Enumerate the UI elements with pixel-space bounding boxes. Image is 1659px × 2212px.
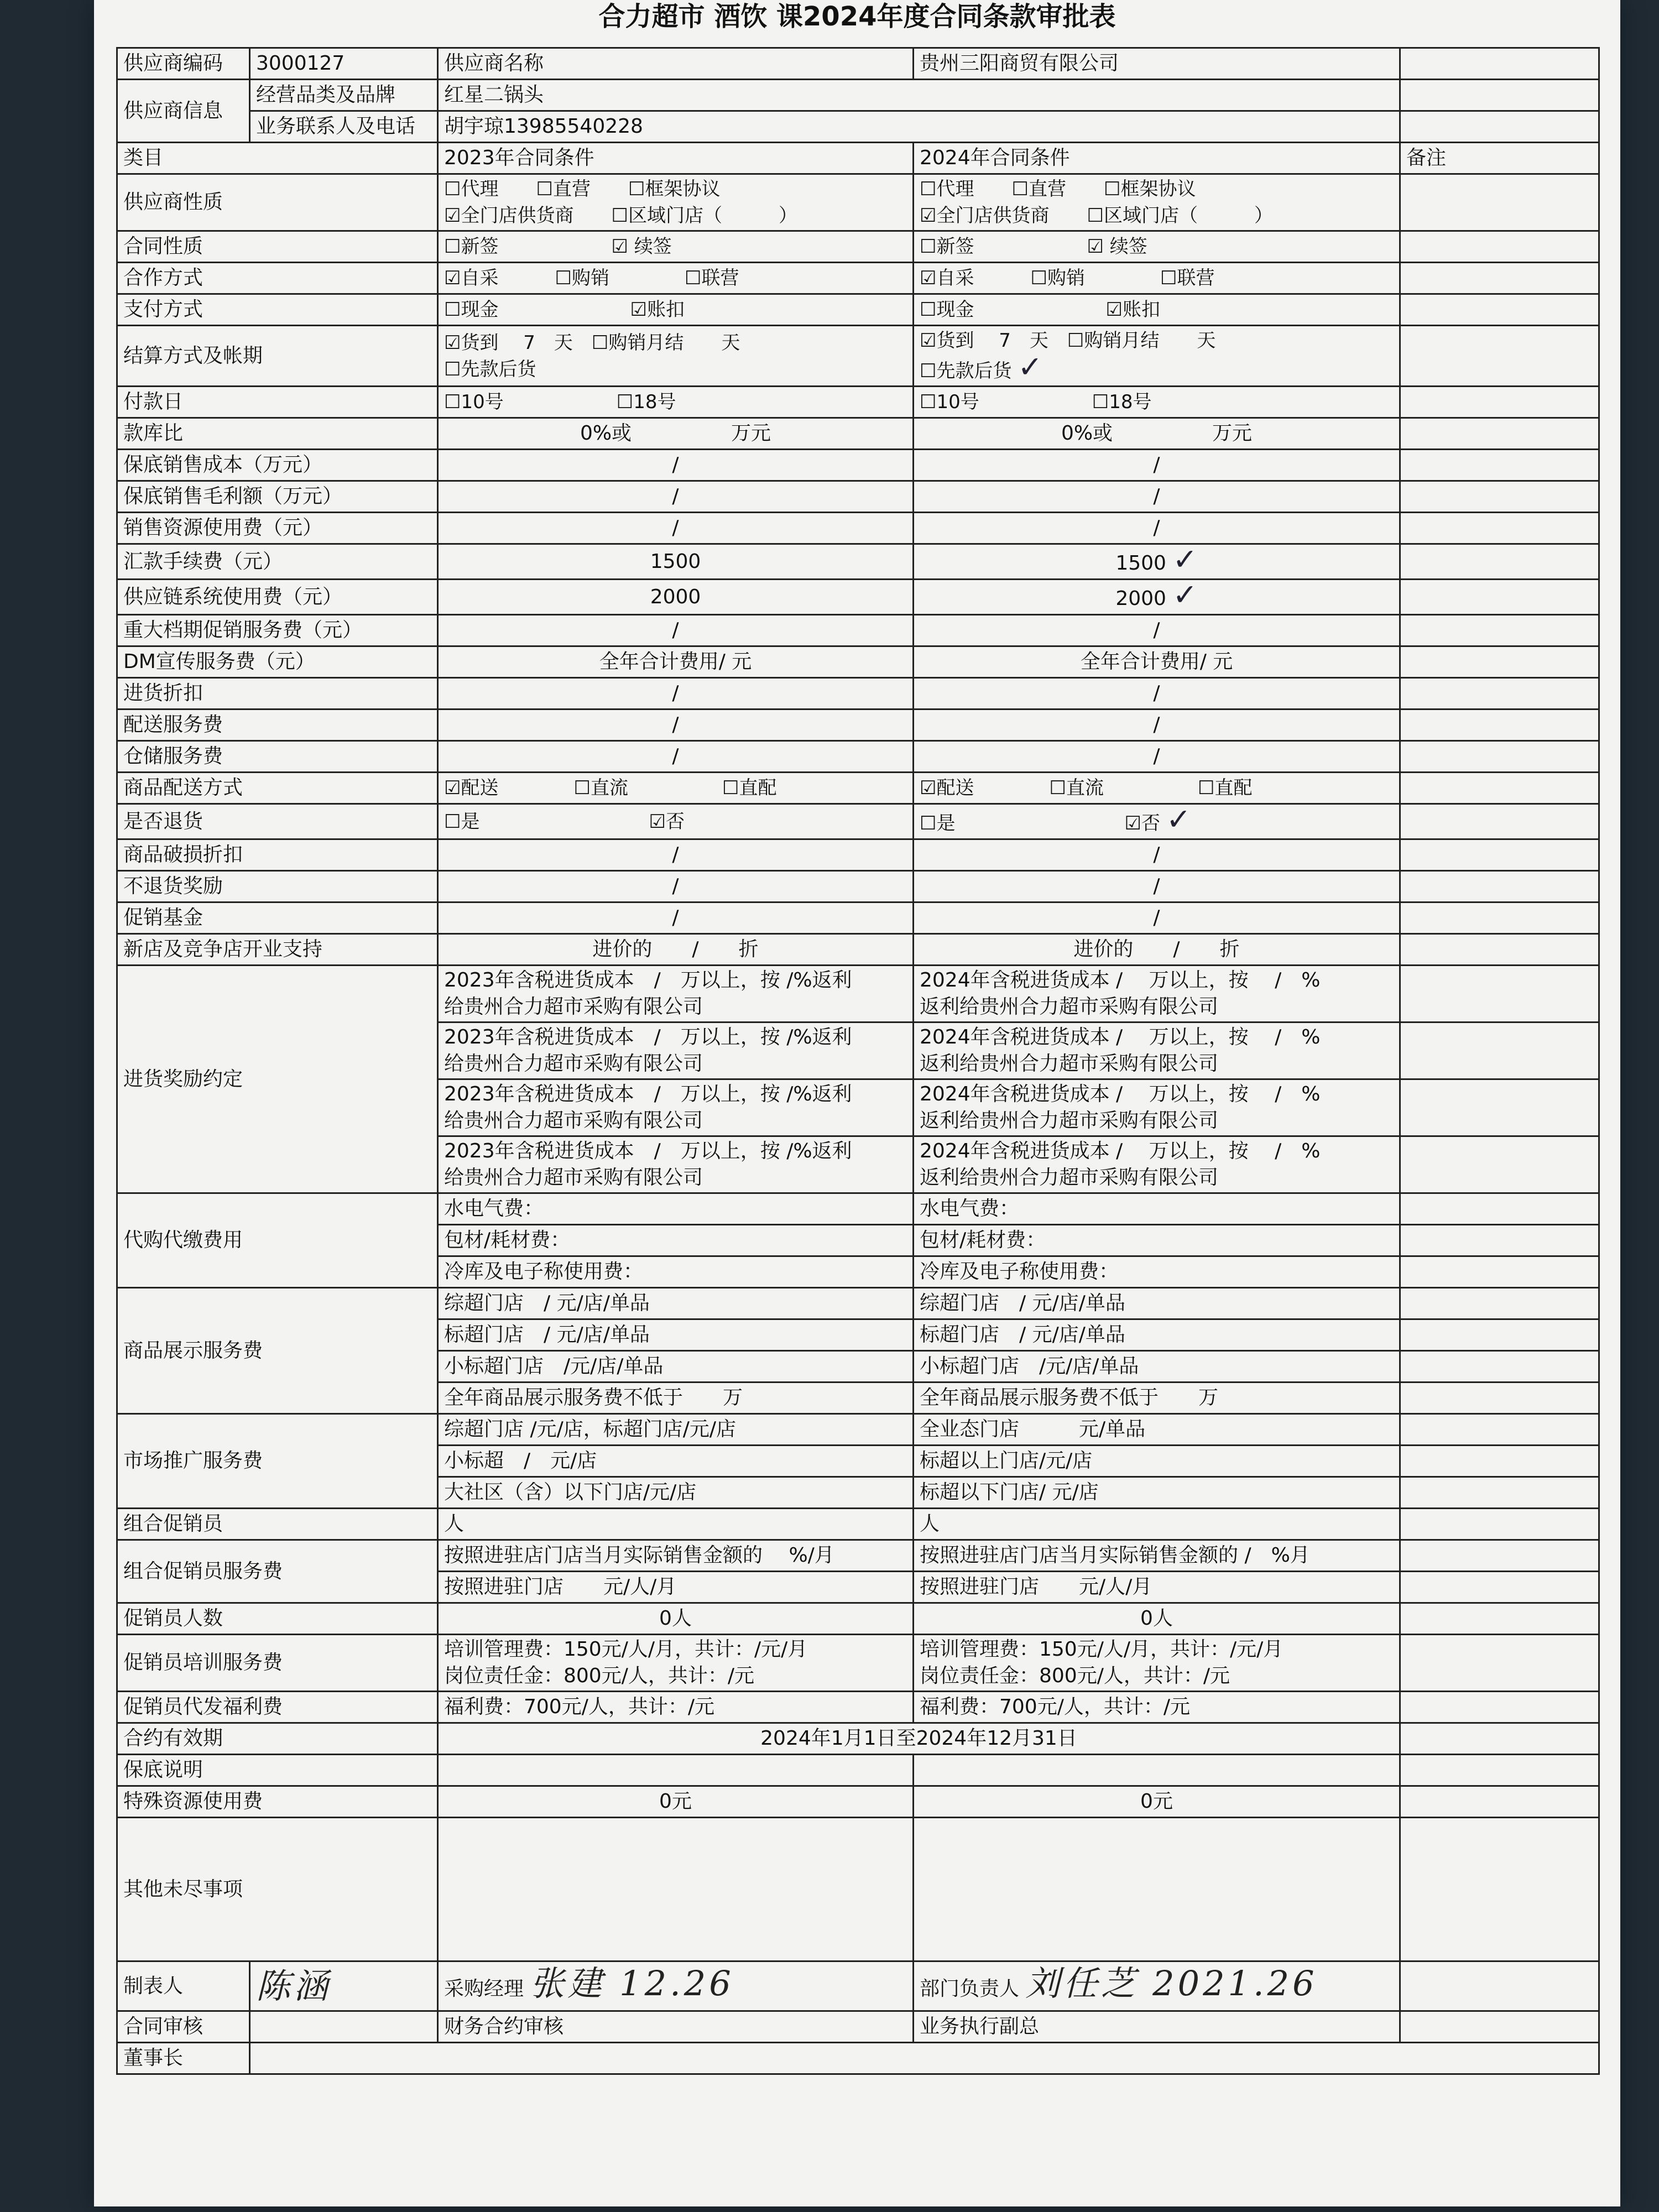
group-fee-2023: 按照进驻店门店当月实际销售金额的 %/月 — [438, 1540, 914, 1572]
dept-cell — [914, 1961, 1400, 2011]
row-contract-nature — [117, 231, 1599, 263]
supplier-code-label: 供应商编码 — [117, 48, 250, 80]
row-label: 特殊资源使用费 — [117, 1786, 438, 1818]
market-2023: 大社区（含）以下门店/元/店 — [438, 1477, 914, 1509]
row-label: 市场推广服务费 — [117, 1414, 438, 1509]
row-new-store-support — [117, 934, 1599, 966]
return-2024 — [914, 804, 1400, 839]
row-reward-1 — [117, 966, 1599, 1022]
reward-text: 给贵州合力超市采购有限公司 — [444, 995, 703, 1018]
supplier-name-label: 供应商名称 — [438, 48, 914, 80]
reward-text: 2024年含税进货成本 / 万以上，按 / % — [920, 969, 1321, 992]
form-title: 合力超市 酒饮 课2024年度合同条款审批表 — [598, 1, 1116, 32]
market-2024: 全业态门店 元/单品 — [914, 1414, 1400, 1446]
value-2023: / — [438, 709, 914, 741]
validity-value: 2024年1月1日至2024年12月31日 — [438, 1723, 1400, 1755]
row-label: 组合促销员 — [117, 1509, 438, 1540]
market-2023: 综超门店 /元/店，标超门店/元/店 — [438, 1414, 914, 1446]
group-2023: 人 — [438, 1509, 914, 1540]
vp-label: 业务执行副总 — [914, 2011, 1400, 2043]
remark-cell — [1400, 326, 1599, 387]
agent-2023: 水电气费： — [438, 1193, 914, 1225]
row-special-resource — [117, 1786, 1599, 1818]
row-label: 支付方式 — [117, 294, 438, 326]
maker-label: 制表人 — [117, 1961, 250, 2011]
reward-2023 — [438, 1136, 914, 1193]
remark-cell — [1400, 1509, 1599, 1540]
dept-signature: 刘任芝 2021.26 — [1025, 1963, 1318, 2004]
blank-cell — [1400, 2011, 1599, 2043]
row-payment-mode — [117, 294, 1599, 326]
remark-cell — [1400, 839, 1599, 871]
handwritten-check-mark: ✓ — [1172, 544, 1198, 577]
market-2024: 标超以下门店/ 元/店 — [914, 1477, 1400, 1509]
row-label: 商品破损折扣 — [117, 839, 438, 871]
row-dm-fee — [117, 646, 1599, 678]
reward-text: 返利给贵州合力超市采购有限公司 — [920, 995, 1219, 1018]
review-label: 合同审核 — [117, 2011, 250, 2043]
value-2024: / — [914, 741, 1400, 773]
row-supplier-code — [117, 48, 1599, 80]
row-label: 仓储服务费 — [117, 741, 438, 773]
row-min-gross-margin — [117, 481, 1599, 513]
remark-cell — [1400, 544, 1599, 580]
row-label: 促销员培训服务费 — [117, 1635, 438, 1692]
row-min-sales-cost — [117, 450, 1599, 481]
agent-2024: 水电气费： — [914, 1193, 1400, 1225]
remark-cell — [1400, 418, 1599, 450]
settle-line1: ☑货到 7 天 ☐购销月结 天 — [920, 330, 1216, 352]
row-supply-chain-fee — [117, 580, 1599, 615]
chair-blank — [250, 2043, 1599, 2074]
row-sign-3 — [117, 2043, 1599, 2074]
row-no-return-reward — [117, 871, 1599, 902]
settle-2024 — [914, 326, 1400, 387]
remark-cell — [1400, 1319, 1599, 1351]
row-label: 供应链系统使用费（元） — [117, 580, 438, 615]
reward-text: 2023年含税进货成本 / 万以上，按 /%返利 — [444, 969, 852, 992]
train-text: 岗位责任金：800元/人，共计：/元 — [444, 1665, 754, 1687]
remark-cell — [1400, 1540, 1599, 1572]
row-contact — [117, 111, 1599, 143]
payday-2024: ☐10号 ☐18号 — [914, 387, 1400, 418]
reward-text: 2023年含税进货成本 / 万以上，按 /%返利 — [444, 1140, 852, 1162]
reward-text: 2024年含税进货成本 / 万以上，按 / % — [920, 1140, 1321, 1162]
remark-cell — [1400, 481, 1599, 513]
display-2023: 综超门店 / 元/店/单品 — [438, 1288, 914, 1319]
maker-signature: 陈涵 — [250, 1961, 438, 2011]
buyer-cell — [438, 1961, 914, 2011]
settle-line2: ☐先款后货 — [444, 358, 536, 380]
row-label: 保底销售成本（万元） — [117, 450, 438, 481]
remark-cell — [1400, 709, 1599, 741]
reward-2023 — [438, 1022, 914, 1079]
row-display-1 — [117, 1288, 1599, 1319]
chair-label: 董事长 — [117, 2043, 250, 2074]
remark-cell — [1400, 580, 1599, 615]
value-2024 — [914, 580, 1400, 615]
pay-2024: ☐现金 ☑账扣 — [914, 294, 1400, 326]
supplier-info-label: 供应商信息 — [117, 80, 250, 143]
row-guarantee — [117, 1755, 1599, 1786]
settle-line1: ☑货到 7 天 ☐购销月结 天 — [444, 331, 740, 354]
value-2024: / — [914, 615, 1400, 646]
remark-cell — [1400, 646, 1599, 678]
row-label: 其他未尽事项 — [117, 1818, 438, 1961]
approval-table — [116, 47, 1600, 2075]
reward-text: 返利给贵州合力超市采购有限公司 — [920, 1109, 1219, 1132]
other-2023 — [438, 1818, 914, 1961]
special-2023: 0元 — [438, 1786, 914, 1818]
row-other-matters — [117, 1818, 1599, 1961]
coop-2024: ☑自采 ☐购销 ☐联营 — [914, 263, 1400, 294]
group-fee-2024: 按照进驻门店 元/人/月 — [914, 1572, 1400, 1603]
row-supplier-nature — [117, 174, 1599, 231]
remark-cell — [1400, 1477, 1599, 1509]
train-text: 培训管理费：150元/人/月，共计：/元/月 — [444, 1638, 808, 1661]
remark-cell — [1400, 934, 1599, 966]
row-label: 进货奖励约定 — [117, 966, 438, 1193]
row-label: 是否退货 — [117, 804, 438, 839]
row-label: 汇款手续费（元） — [117, 544, 438, 580]
row-purchase-discount — [117, 678, 1599, 709]
value-2024: / — [914, 871, 1400, 902]
coop-2023: ☑自采 ☐购销 ☐联营 — [438, 263, 914, 294]
reward-text: 2024年含税进货成本 / 万以上，按 / % — [920, 1026, 1321, 1048]
remark-cell — [1400, 1818, 1599, 1961]
nature-line1: ☐代理 ☐直营 ☐框架协议 — [444, 178, 721, 200]
row-promo-fund — [117, 902, 1599, 934]
count-2023: 0人 — [438, 1603, 914, 1635]
value-2024: / — [914, 481, 1400, 513]
remark-header: 备注 — [1400, 143, 1599, 174]
display-2024: 标超门店 / 元/店/单品 — [914, 1319, 1400, 1351]
row-label: 商品展示服务费 — [117, 1288, 438, 1414]
remark-cell — [1400, 263, 1599, 294]
remark-cell — [1400, 871, 1599, 902]
remark-cell — [1400, 1079, 1599, 1136]
reward-text: 2023年含税进货成本 / 万以上，按 /%返利 — [444, 1083, 852, 1105]
reward-2024 — [914, 966, 1400, 1022]
value-2024 — [914, 544, 1400, 580]
display-2024: 综超门店 / 元/店/单品 — [914, 1288, 1400, 1319]
value-2023: 2000 — [438, 580, 914, 615]
row-settlement — [117, 326, 1599, 387]
row-label: 重大档期促销服务费（元） — [117, 615, 438, 646]
value-2024: / — [914, 902, 1400, 934]
blank-cell — [1400, 1961, 1599, 2011]
reward-text: 返利给贵州合力超市采购有限公司 — [920, 1166, 1219, 1189]
row-returnable — [117, 804, 1599, 839]
value-2023: / — [438, 678, 914, 709]
row-label: 配送服务费 — [117, 709, 438, 741]
reward-text: 给贵州合力超市采购有限公司 — [444, 1052, 703, 1075]
welfare-2023: 福利费：700元/人，共计：/元 — [438, 1692, 914, 1723]
agent-2023: 包材/耗材费： — [438, 1225, 914, 1256]
settle-line2 — [920, 349, 1394, 384]
nature-2024 — [914, 174, 1400, 231]
remark-cell — [1400, 1351, 1599, 1383]
remark-cell — [1400, 231, 1599, 263]
agent-2024: 冷库及电子称使用费： — [914, 1256, 1400, 1288]
value-2023: / — [438, 481, 914, 513]
remark-cell — [1400, 966, 1599, 1022]
group-fee-2023: 按照进驻门店 元/人/月 — [438, 1572, 914, 1603]
remark-cell — [1400, 1603, 1599, 1635]
row-label: 保底说明 — [117, 1755, 438, 1786]
row-label: DM宣传服务费（元） — [117, 646, 438, 678]
value-2023: / — [438, 513, 914, 544]
remark-cell — [1400, 1723, 1599, 1755]
other-2024 — [914, 1818, 1400, 1961]
value-2023: 进价的 / 折 — [438, 934, 914, 966]
row-group-fee-1 — [117, 1540, 1599, 1572]
category-header: 类目 — [117, 143, 438, 174]
row-label: 结算方式及帐期 — [117, 326, 438, 387]
row-label: 合作方式 — [117, 263, 438, 294]
value-2023: / — [438, 450, 914, 481]
value-2024: 进价的 / 折 — [914, 934, 1400, 966]
train-text: 培训管理费：150元/人/月，共计：/元/月 — [920, 1638, 1284, 1661]
value-2024: / — [914, 678, 1400, 709]
row-resource-fee — [117, 513, 1599, 544]
row-validity — [117, 1723, 1599, 1755]
supplier-code-value: 3000127 — [250, 48, 438, 80]
remark-cell — [1400, 615, 1599, 646]
row-market-1 — [117, 1414, 1599, 1446]
reward-text: 给贵州合力超市采购有限公司 — [444, 1166, 703, 1189]
supplier-name-value: 贵州三阳商贸有限公司 — [914, 48, 1400, 80]
row-sign-1 — [117, 1961, 1599, 2011]
reward-text: 返利给贵州合力超市采购有限公司 — [920, 1052, 1219, 1075]
row-label: 保底销售毛利额（万元） — [117, 481, 438, 513]
year2024-header: 2024年合同条件 — [914, 143, 1400, 174]
row-group-promoter — [117, 1509, 1599, 1540]
row-damage-discount — [117, 839, 1599, 871]
year2023-header: 2023年合同条件 — [438, 143, 914, 174]
value-2023: / — [438, 615, 914, 646]
display-2024: 全年商品展示服务费不低于 万 — [914, 1383, 1400, 1414]
handwritten-check-mark: ✓ — [1172, 579, 1198, 612]
pay-2023: ☐现金 ☑账扣 — [438, 294, 914, 326]
review-blank — [250, 2011, 438, 2043]
guarantee-2023 — [438, 1755, 914, 1786]
train-2023 — [438, 1635, 914, 1692]
value-2024: / — [914, 450, 1400, 481]
remark-cell — [1400, 1256, 1599, 1288]
row-brand — [117, 80, 1599, 111]
remark-cell — [1400, 1635, 1599, 1692]
contract-2023: ☐新签 ☑ 续签 — [438, 231, 914, 263]
agent-2024: 包材/耗材费： — [914, 1225, 1400, 1256]
train-text: 岗位责任金：800元/人，共计：/元 — [920, 1665, 1230, 1687]
nature-line2: ☑全门店供货商 ☐区域门店（ ） — [444, 205, 797, 227]
brand-label: 经营品类及品牌 — [250, 80, 438, 111]
train-2024 — [914, 1635, 1400, 1692]
remark-cell — [1400, 1414, 1599, 1446]
reward-2023 — [438, 1079, 914, 1136]
ship-2023: ☑配送 ☐直流 ☐直配 — [438, 773, 914, 804]
welfare-2024: 福利费：700元/人，共计：/元 — [914, 1692, 1400, 1723]
row-shipping-mode — [117, 773, 1599, 804]
row-ratio — [117, 418, 1599, 450]
group-fee-2024: 按照进驻店门店当月实际销售金额的 / %月 — [914, 1540, 1400, 1572]
row-label: 付款日 — [117, 387, 438, 418]
remark-cell — [1400, 513, 1599, 544]
remark-cell — [1400, 741, 1599, 773]
remark-cell — [1400, 450, 1599, 481]
nature-2023 — [438, 174, 914, 231]
row-delivery-fee — [117, 709, 1599, 741]
remark-cell — [1400, 678, 1599, 709]
row-label: 商品配送方式 — [117, 773, 438, 804]
remark-cell — [1400, 804, 1599, 839]
finance-label: 财务合约审核 — [438, 2011, 914, 2043]
display-2024: 小标超门店 /元/店/单品 — [914, 1351, 1400, 1383]
contact-label: 业务联系人及电话 — [250, 111, 438, 143]
row-label: 供应商性质 — [117, 174, 438, 231]
remark-cell — [1400, 773, 1599, 804]
reward-text: 给贵州合力超市采购有限公司 — [444, 1109, 703, 1132]
row-label: 代购代缴费用 — [117, 1193, 438, 1288]
market-2023: 小标超 / 元/店 — [438, 1446, 914, 1477]
blank-cell — [1400, 48, 1599, 80]
row-promo-fee — [117, 615, 1599, 646]
blank-cell — [1400, 111, 1599, 143]
guarantee-2024 — [914, 1755, 1400, 1786]
count-2024: 0人 — [914, 1603, 1400, 1635]
remark-cell — [1400, 1136, 1599, 1193]
agent-2023: 冷库及电子称使用费： — [438, 1256, 914, 1288]
remark-cell — [1400, 1225, 1599, 1256]
handwritten-check-mark: ✓ — [1166, 804, 1192, 837]
remark-cell — [1400, 1446, 1599, 1477]
remark-cell — [1400, 1288, 1599, 1319]
row-label: 进货折扣 — [117, 678, 438, 709]
value-2023: / — [438, 839, 914, 871]
settle-2023 — [438, 326, 914, 387]
return-2023: ☐是 ☑否 — [438, 804, 914, 839]
row-sign-2 — [117, 2011, 1599, 2043]
value-2023: / — [438, 741, 914, 773]
row-label: 款库比 — [117, 418, 438, 450]
remark-cell — [1400, 1383, 1599, 1414]
row-label: 不退货奖励 — [117, 871, 438, 902]
row-column-header — [117, 143, 1599, 174]
remark-cell — [1400, 294, 1599, 326]
contact-value: 胡宇琼13985540228 — [438, 111, 1400, 143]
row-label: 促销基金 — [117, 902, 438, 934]
group-2024: 人 — [914, 1509, 1400, 1540]
value-2023: / — [438, 902, 914, 934]
row-label: 促销员代发福利费 — [117, 1692, 438, 1723]
display-2023: 小标超门店 /元/店/单品 — [438, 1351, 914, 1383]
blank-cell — [1400, 80, 1599, 111]
remark-cell — [1400, 902, 1599, 934]
dept-label: 部门负责人 — [920, 1977, 1020, 2000]
remark-cell — [1400, 1022, 1599, 1079]
row-remittance-fee — [117, 544, 1599, 580]
reward-2024 — [914, 1136, 1400, 1193]
remark-cell — [1400, 1193, 1599, 1225]
row-label: 合同性质 — [117, 231, 438, 263]
reward-2024 — [914, 1022, 1400, 1079]
buyer-label: 采购经理 — [444, 1977, 524, 2000]
reward-text: 2023年含税进货成本 / 万以上，按 /%返利 — [444, 1026, 852, 1048]
remit-2024-value: 1500 — [1115, 552, 1166, 575]
row-promoter-count — [117, 1603, 1599, 1635]
brand-value: 红星二锅头 — [438, 80, 1400, 111]
nature-line2: ☑全门店供货商 ☐区域门店（ ） — [920, 205, 1273, 227]
value-2023: / — [438, 871, 914, 902]
value-2023: 全年合计费用/ 元 — [438, 646, 914, 678]
contract-2024: ☐新签 ☑ 续签 — [914, 231, 1400, 263]
row-label: 促销员人数 — [117, 1603, 438, 1635]
ratio-2023: 0%或 万元 — [438, 418, 914, 450]
remark-cell — [1400, 1755, 1599, 1786]
value-2024: 全年合计费用/ 元 — [914, 646, 1400, 678]
row-agent-1 — [117, 1193, 1599, 1225]
settle-line2-text: ☐先款后货 — [920, 360, 1012, 382]
remark-cell — [1400, 174, 1599, 231]
supply-2024-value: 2000 — [1115, 587, 1166, 610]
row-label: 新店及竞争店开业支持 — [117, 934, 438, 966]
value-2024: / — [914, 839, 1400, 871]
reward-2024 — [914, 1079, 1400, 1136]
value-2024: / — [914, 709, 1400, 741]
buyer-signature: 张建 12.26 — [530, 1963, 734, 2004]
value-2024: / — [914, 513, 1400, 544]
remark-cell — [1400, 1572, 1599, 1603]
row-welfare-fee — [117, 1692, 1599, 1723]
display-2023: 标超门店 / 元/店/单品 — [438, 1319, 914, 1351]
remark-cell — [1400, 387, 1599, 418]
ship-2024: ☑配送 ☐直流 ☐直配 — [914, 773, 1400, 804]
ratio-2024: 0%或 万元 — [914, 418, 1400, 450]
reward-2023 — [438, 966, 914, 1022]
handwritten-check-mark: ✓ — [1018, 349, 1043, 384]
row-coop-mode — [117, 263, 1599, 294]
row-label: 合约有效期 — [117, 1723, 438, 1755]
document-page — [94, 0, 1620, 2206]
reward-text: 2024年含税进货成本 / 万以上，按 / % — [920, 1083, 1321, 1105]
remark-cell — [1400, 1692, 1599, 1723]
row-training-fee — [117, 1635, 1599, 1692]
display-2023: 全年商品展示服务费不低于 万 — [438, 1383, 914, 1414]
nature-line1: ☐代理 ☐直营 ☐框架协议 — [920, 178, 1196, 200]
row-storage-fee — [117, 741, 1599, 773]
row-label: 销售资源使用费（元） — [117, 513, 438, 544]
market-2024: 标超以上门店/元/店 — [914, 1446, 1400, 1477]
payday-2023: ☐10号 ☐18号 — [438, 387, 914, 418]
row-payment-day — [117, 387, 1599, 418]
return-2024-text: ☐是 ☑否 — [920, 812, 1160, 834]
remark-cell — [1400, 1786, 1599, 1818]
row-label: 组合促销员服务费 — [117, 1540, 438, 1603]
value-2023: 1500 — [438, 544, 914, 580]
special-2024: 0元 — [914, 1786, 1400, 1818]
